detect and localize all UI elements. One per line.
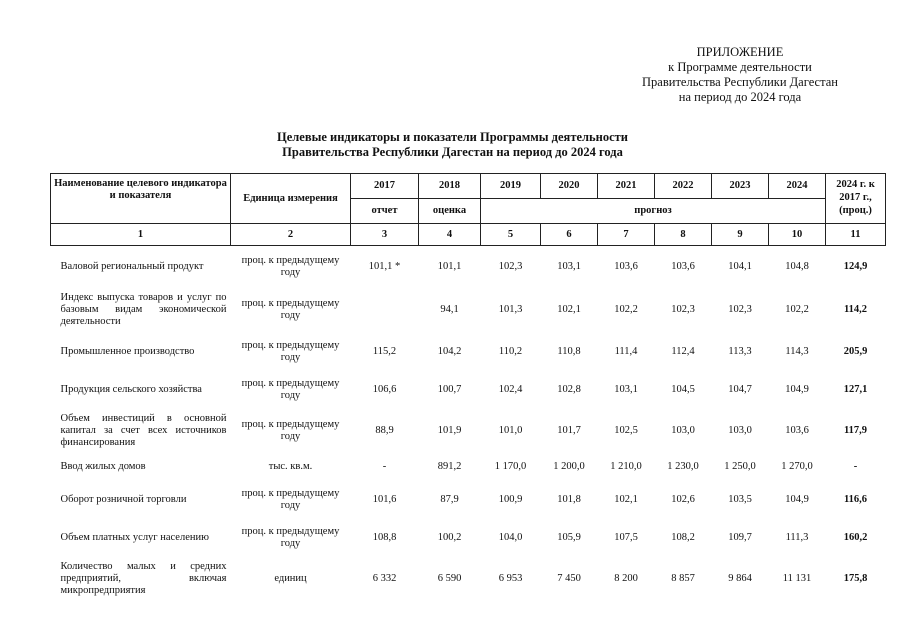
value-cell: 101,7 xyxy=(557,424,581,436)
column-number: 9 xyxy=(712,224,769,246)
header-year: 2019 xyxy=(481,174,541,199)
total-cell: 114,2 xyxy=(843,303,868,315)
appendix-line: на период до 2024 года xyxy=(678,90,802,104)
value-cell: 102,3 xyxy=(728,303,752,315)
indicator-unit: проц. к предыдущему году xyxy=(241,487,340,511)
value-cell: 107,5 xyxy=(614,531,638,543)
indicator-name: Валовой региональный продукт xyxy=(60,260,204,272)
column-number: 6 xyxy=(541,224,598,246)
title-line: Правительства Республики Дагестан на период до 2024 года xyxy=(282,145,623,159)
header-year: 2017 xyxy=(351,174,419,199)
column-number: 5 xyxy=(481,224,541,246)
value-cell xyxy=(351,288,419,332)
value-cell: 104,5 xyxy=(671,383,695,395)
value-cell: 103,6 xyxy=(785,424,809,436)
value-cell: 104,7 xyxy=(728,383,752,395)
table-row xyxy=(51,246,886,288)
column-number: 3 xyxy=(351,224,419,246)
value-cell: 1 270,0 xyxy=(781,460,813,472)
value-cell: 101,6 xyxy=(372,493,397,505)
table-row xyxy=(51,454,886,480)
table-row xyxy=(51,520,886,556)
header-year: 2021 xyxy=(598,174,655,199)
value-cell: 101,1 xyxy=(437,260,462,272)
total-cell: - xyxy=(853,460,858,472)
indicator-unit: единиц xyxy=(274,572,307,584)
value-cell: 111,4 xyxy=(614,345,638,357)
column-number: 4 xyxy=(419,224,481,246)
indicator-name: Промышленное производство xyxy=(60,345,195,357)
value-cell: 104,0 xyxy=(498,531,523,543)
value-cell: 103,6 xyxy=(671,260,695,272)
value-cell: 104,9 xyxy=(785,383,809,395)
indicator-name: Количество малых и средних предприятий, включая микропредприятия xyxy=(60,560,227,596)
header-unit: Единица измерения xyxy=(231,174,351,224)
value-cell: 110,2 xyxy=(498,345,523,357)
column-number: 1 xyxy=(51,224,231,246)
header-status-forecast: прогноз xyxy=(481,199,826,224)
value-cell: 100,2 xyxy=(437,531,462,543)
value-cell: 112,4 xyxy=(671,345,695,357)
header-year: 2024 xyxy=(769,174,826,199)
indicator-name: Объем платных услуг населению xyxy=(60,531,209,543)
value-cell: 94,1 xyxy=(440,303,459,315)
header-status-report: отчет xyxy=(351,199,419,224)
indicator-unit: проц. к предыдущему году xyxy=(241,297,340,321)
header-year: 2022 xyxy=(655,174,712,199)
value-cell: 104,8 xyxy=(785,260,809,272)
value-cell: 6 332 xyxy=(372,572,397,584)
document-title xyxy=(0,130,905,160)
value-cell: 100,7 xyxy=(437,383,462,395)
table-row xyxy=(51,372,886,408)
column-number: 11 xyxy=(826,224,886,246)
total-cell: 116,6 xyxy=(843,493,868,505)
indicator-unit: проц. к предыдущему году xyxy=(241,525,340,549)
value-cell: 101,9 xyxy=(437,424,462,436)
value-cell: 102,1 xyxy=(557,303,581,315)
value-cell: 891,2 xyxy=(437,460,462,472)
value-cell: 8 857 xyxy=(671,572,695,584)
title-line: Целевые индикаторы и показатели Программы деятельности xyxy=(277,130,628,144)
appendix-line: Правительства Республики Дагестан xyxy=(642,75,838,89)
indicator-unit: проц. к предыдущему году xyxy=(241,377,340,401)
value-cell: 101,8 xyxy=(557,493,581,505)
value-cell: 102,4 xyxy=(498,383,523,395)
total-cell: 127,1 xyxy=(843,383,868,395)
value-cell: 102,2 xyxy=(614,303,638,315)
appendix-label: ПРИЛОЖЕНИЕ xyxy=(696,45,784,59)
value-cell: 102,3 xyxy=(671,303,695,315)
value-cell: 109,7 xyxy=(728,531,752,543)
header-name: Наименование целевого индикатора и показателя xyxy=(51,174,231,224)
value-cell: 101,3 xyxy=(498,303,523,315)
value-cell: 1 230,0 xyxy=(667,460,699,472)
value-cell: 11 131 xyxy=(782,572,812,584)
value-cell: 1 210,0 xyxy=(610,460,642,472)
total-cell: 205,9 xyxy=(843,345,868,357)
total-cell: 175,8 xyxy=(843,572,868,584)
value-cell: 103,1 xyxy=(614,383,638,395)
value-cell: 114,3 xyxy=(785,345,809,357)
value-cell: 108,8 xyxy=(372,531,397,543)
value-cell: 88,9 xyxy=(375,424,394,436)
indicator-name: Индекс выпуска товаров и услуг по базовым видам экономической деятельности xyxy=(60,291,227,327)
appendix-block xyxy=(600,45,880,105)
value-cell: 102,3 xyxy=(498,260,523,272)
header-status-estimate: оценка xyxy=(419,199,481,224)
value-cell: 101,0 xyxy=(498,424,523,436)
value-cell: 104,1 xyxy=(728,260,752,272)
value-cell: 8 200 xyxy=(614,572,638,584)
column-number: 2 xyxy=(231,224,351,246)
value-cell: 87,9 xyxy=(440,493,459,505)
column-number: 10 xyxy=(769,224,826,246)
total-cell: 117,9 xyxy=(843,424,868,436)
value-cell: 102,5 xyxy=(614,424,638,436)
total-cell: 160,2 xyxy=(843,531,868,543)
indicator-name: Ввод жилых домов xyxy=(60,460,146,472)
table-body xyxy=(51,246,886,602)
value-cell: 104,2 xyxy=(437,345,462,357)
table-row xyxy=(51,408,886,454)
table-row xyxy=(51,332,886,372)
value-cell: 108,2 xyxy=(671,531,695,543)
value-cell: 1 200,0 xyxy=(553,460,585,472)
value-cell: 1 250,0 xyxy=(724,460,756,472)
indicator-unit: проц. к предыдущему году xyxy=(241,339,340,363)
column-number: 8 xyxy=(655,224,712,246)
table-row xyxy=(51,556,886,602)
value-cell: 103,6 xyxy=(614,260,638,272)
header-year: 2018 xyxy=(419,174,481,199)
table-row xyxy=(51,288,886,332)
indicator-name: Оборот розничной торговли xyxy=(60,493,187,505)
value-cell: 102,6 xyxy=(671,493,695,505)
indicator-unit: проц. к предыдущему году xyxy=(241,418,340,442)
header-year: 2023 xyxy=(712,174,769,199)
value-cell: 104,9 xyxy=(785,493,809,505)
value-cell: 103,0 xyxy=(728,424,752,436)
indicator-unit: тыс. кв.м. xyxy=(268,460,313,472)
value-cell: 102,2 xyxy=(785,303,809,315)
value-cell: 9 864 xyxy=(728,572,752,584)
indicators-table xyxy=(50,173,886,602)
value-cell: 103,5 xyxy=(728,493,752,505)
value-cell: 111,3 xyxy=(785,531,809,543)
value-cell: 1 170,0 xyxy=(494,460,527,472)
value-cell: 6 953 xyxy=(498,572,523,584)
value-cell: 115,2 xyxy=(372,345,397,357)
value-cell: 106,6 xyxy=(372,383,397,395)
value-cell: 113,3 xyxy=(728,345,752,357)
appendix-line: к Программе деятельности xyxy=(668,60,812,74)
value-cell: 101,1 * xyxy=(368,260,401,272)
value-cell: 110,8 xyxy=(557,345,581,357)
indicator-name: Продукция сельского хозяйства xyxy=(60,383,202,395)
value-cell: 103,0 xyxy=(671,424,695,436)
value-cell: 103,1 xyxy=(557,260,581,272)
indicator-name: Объем инвестиций в основной капитал за счет всех источников финансирования xyxy=(60,412,227,448)
table-row xyxy=(51,480,886,520)
indicator-unit: проц. к предыдущему году xyxy=(241,254,340,278)
header-year: 2020 xyxy=(541,174,598,199)
value-cell: - xyxy=(382,460,387,472)
column-number: 7 xyxy=(598,224,655,246)
value-cell: 102,1 xyxy=(614,493,638,505)
value-cell: 100,9 xyxy=(498,493,523,505)
value-cell: 102,8 xyxy=(557,383,581,395)
value-cell: 6 590 xyxy=(437,572,462,584)
table-header xyxy=(51,174,886,246)
total-cell: 124,9 xyxy=(843,260,868,272)
value-cell: 105,9 xyxy=(557,531,581,543)
value-cell: 7 450 xyxy=(557,572,581,584)
header-total: 2024 г. к 2017 г., (проц.) xyxy=(826,174,886,224)
